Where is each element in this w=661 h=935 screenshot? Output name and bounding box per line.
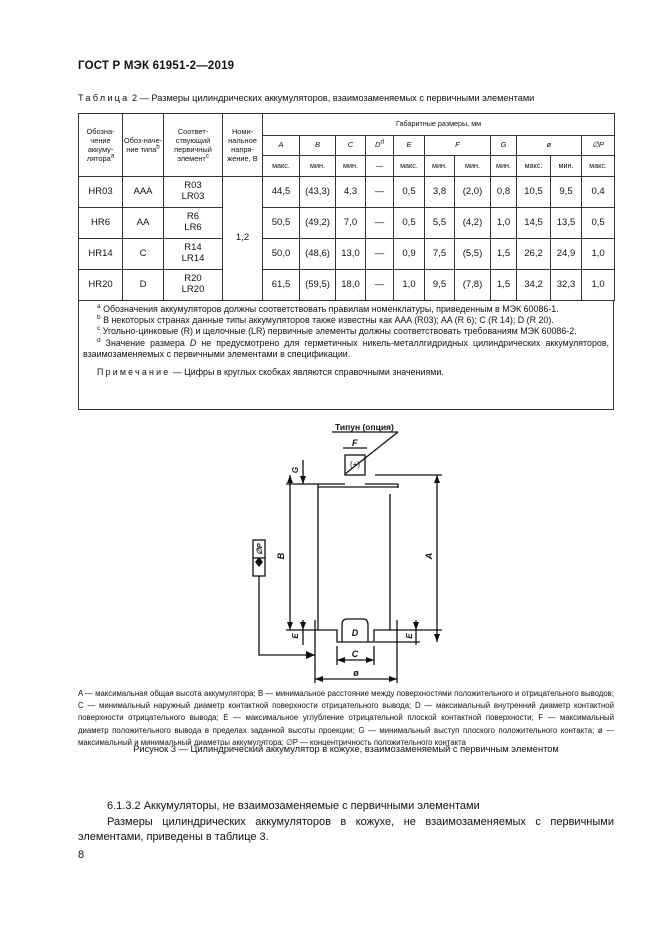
cell-value: — (366, 208, 394, 239)
cell-type: D (123, 270, 164, 301)
limit-cell: мин. (300, 156, 336, 177)
cell-value: 1,0 (582, 270, 615, 301)
cell-value: 7,0 (336, 208, 366, 239)
body-paragraph: Размеры цилиндрических аккумуляторов в кожухе, не взаимозаменяемых с первичными элементами, приведены в таблице 3. (78, 816, 614, 843)
cell-value: (43,3) (300, 177, 336, 208)
cell-value: 1,5 (491, 239, 517, 270)
cell-value: 10,5 (517, 177, 551, 208)
limit-cell: макс. (517, 156, 551, 177)
cell-value: 0,8 (491, 177, 517, 208)
dim-label-e-right: E (405, 633, 414, 639)
cell-value: 13,5 (551, 208, 582, 239)
footnote-d: $^d$ Значение размера D не предусмотрено для герметичных никель-металлгидридных цилиндрических аккумуляторов, взаимозаменяемых с первичными элементами в спецификации. (83, 336, 610, 359)
cell-value: 0,4 (582, 177, 615, 208)
cell-value: 26,2 (517, 239, 551, 270)
section-heading: 6.1.3.2 Аккумуляторы, не взаимозаменяемые с первичными элементами (107, 800, 480, 812)
cell-value: 5,5 (425, 208, 455, 239)
footnote-a: $^a$ Обозначения аккумуляторов должны соответствовать правилам номенклатуры, приведенным в МЭК 60086-1. (97, 303, 559, 314)
cell-value: (49,2) (300, 208, 336, 239)
table-note: Примечание — Цифры в круглых скобках являются справочными значениями. (97, 367, 444, 378)
limit-cell: мин. (491, 156, 517, 177)
cell-value: 1,0 (394, 270, 425, 301)
dim-header-a: A (263, 136, 300, 156)
cell-type: C (123, 239, 164, 270)
cell-value: 7,5 (425, 239, 455, 270)
footnote-c: $^c$ Угольно-цинковые (R) и щелочные (LR) первичные элементы должны соответствовать требованиям МЭК 60086-2. (97, 325, 577, 337)
header-primary-element: Соответ-ствующий первичный элемент$^c$ (164, 114, 223, 177)
limit-cell: мин. (455, 156, 491, 177)
footnote-b: $^b$ В некоторых странах данные типы аккумуляторов также известны как AAA (R03); AA (R 6); C (R 14); D (R 20). (97, 314, 554, 326)
cell-value: 0,5 (394, 177, 425, 208)
cell-value: 32,3 (551, 270, 582, 301)
cell-value: 18,0 (336, 270, 366, 301)
table-caption-label: Таблица (78, 93, 130, 103)
limit-cell: мин. (551, 156, 582, 177)
cell-primary: R20 LR20 (164, 270, 223, 301)
top-option-label: Типун (опция) (335, 422, 394, 432)
dim-label-e-left: E (291, 633, 300, 639)
cell-value: 13,0 (336, 239, 366, 270)
limit-cell: мин. (425, 156, 455, 177)
cell-designation: HR6 (79, 208, 123, 239)
document-header: ГОСТ Р МЭК 61951-2—2019 (78, 60, 235, 72)
table-caption-text: 2 — Размеры цилиндрических аккумуляторов, взаимозаменяемых с первичными элементами (132, 93, 535, 103)
limit-cell: макс. (582, 156, 615, 177)
cell-value: (5,5) (455, 239, 491, 270)
dim-header-g: G (491, 136, 517, 156)
cell-value: 61,5 (263, 270, 300, 301)
figure-legend: A — максимальная общая высота аккумулятора; B — минимальное расстояние между поверхностями положительного и отрицательного выводов; C — минимальный наружный диаметр контактной поверхности отрицательного вывода; D — максимальный внутренний диаметр контактной поверхности отрицательного вывода; E — максимальное углубление отрицательной плоской контактной поверхности; F — максимальный диаметр положительного вывода в пределах заданной высоты проекции; G — минимальный выступ плоского положительного контакта; ø — максимальный и минимальный диаметры аккумулятора; ∅P — концентричность положительного контакта (78, 689, 614, 747)
cell-value: 1,5 (491, 270, 517, 301)
cell-designation: HR20 (79, 270, 123, 301)
dim-label-c: C (351, 649, 359, 659)
dim-label-p: ∅P (255, 543, 264, 555)
cell-type: AAA (123, 177, 164, 208)
limit-cell: — (366, 156, 394, 177)
cell-value: 9,5 (425, 270, 455, 301)
dim-label-g: G (291, 466, 300, 474)
cell-value: 34,2 (517, 270, 551, 301)
cell-value: 44,5 (263, 177, 300, 208)
header-voltage: Номи-нальное напря-жение, В (223, 114, 263, 177)
limit-cell: мин. (336, 156, 366, 177)
cell-value: 14,5 (517, 208, 551, 239)
cell-designation: HR14 (79, 239, 123, 270)
limit-cell: макс. (263, 156, 300, 177)
cell-value: 0,5 (394, 208, 425, 239)
cell-value: 1,0 (582, 239, 615, 270)
cell-designation: HR03 (79, 177, 123, 208)
dim-header-diameter: ø (517, 136, 582, 156)
cell-value: 3,8 (425, 177, 455, 208)
limit-cell: макс. (394, 156, 425, 177)
cell-value: — (366, 239, 394, 270)
cell-value: 50,5 (263, 208, 300, 239)
cell-value: 9,5 (551, 177, 582, 208)
dim-label-d: D (351, 628, 359, 638)
cell-voltage: 1,2 (223, 177, 263, 301)
dim-header-e: E (394, 136, 425, 156)
dim-header-d: $D^d$ (366, 136, 394, 156)
dim-label-diameter: ø (353, 668, 359, 678)
cell-type: AA (123, 208, 164, 239)
cell-value: (48,6) (300, 239, 336, 270)
page-number: 8 (78, 849, 85, 861)
cell-value: — (366, 177, 394, 208)
dim-header-p: ∅P (582, 136, 615, 156)
cell-value: (7,8) (455, 270, 491, 301)
dim-header-f: F (425, 136, 491, 156)
cell-value: (2,0) (455, 177, 491, 208)
header-type: Обоз-наче-ние типа$^b$ (123, 114, 164, 177)
figure-caption: Рисунок 3 — Цилиндрический аккумулятор в кожухе, взаимозаменяемый с первичным элементом (133, 744, 559, 754)
cell-value: (4,2) (455, 208, 491, 239)
cell-primary: R03 LR03 (164, 177, 223, 208)
dim-header-b: B (300, 136, 336, 156)
cell-value: (59,5) (300, 270, 336, 301)
dim-label-b: B (276, 552, 286, 560)
header-designation: Обозна-чение аккуму-лятора$^a$ (79, 114, 123, 177)
cell-value: 0,9 (394, 239, 425, 270)
cell-primary: R14 LR14 (164, 239, 223, 270)
cell-value: — (366, 270, 394, 301)
dim-header-c: C (336, 136, 366, 156)
cell-value: 1,0 (491, 208, 517, 239)
cell-value: 0,5 (582, 208, 615, 239)
cell-primary: R6 LR6 (164, 208, 223, 239)
cell-value: 4,3 (336, 177, 366, 208)
cell-value: 50,0 (263, 239, 300, 270)
header-overall-dimensions: Габаритные размеры, мм (263, 114, 615, 136)
cell-value: 24,9 (551, 239, 582, 270)
dim-label-f: F (352, 438, 358, 448)
plus-label: (+) (350, 460, 360, 469)
dim-label-a: A (424, 552, 434, 560)
